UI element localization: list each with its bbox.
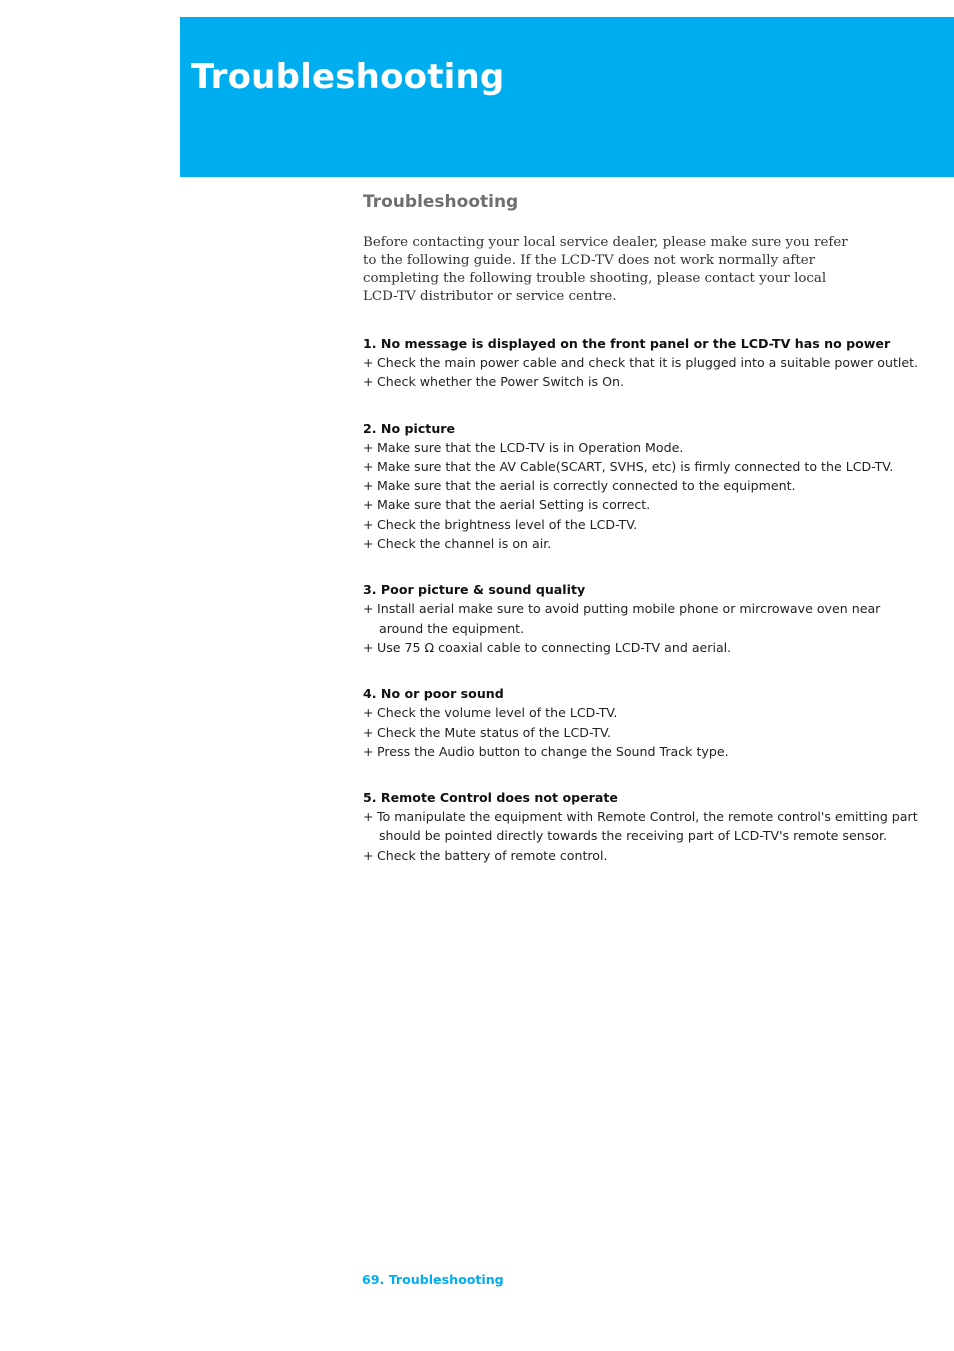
- bullet-plus: +: [363, 497, 374, 513]
- tip-item: + Check the main power cable and check that it is plugged into a suitable power outlet.: [363, 353, 923, 372]
- bullet-plus: +: [363, 705, 374, 721]
- page-footer: 69. Troubleshooting: [362, 1272, 504, 1287]
- title-banner: [180, 17, 954, 177]
- intro-paragraph: Before contacting your local service dealer, please make sure you refer to the following guide. If the LCD-TV does not work normally after completing the following trouble shooting, please contact your local LCD-TV distributor or service centre.: [363, 235, 848, 304]
- bullet-plus: +: [363, 355, 374, 370]
- tip-item: + Check the Mute status of the LCD-TV.: [363, 723, 923, 742]
- tip-item: + Make sure that the aerial is correctly connected to the equipment.: [363, 476, 923, 495]
- main-content: [363, 190, 923, 865]
- bullet-plus: +: [363, 809, 374, 825]
- issue-section: [363, 334, 923, 392]
- issue-section: [363, 419, 923, 554]
- issue-title: 2. No picture: [363, 420, 456, 436]
- tip-item: + Check the battery of remote control.: [363, 846, 923, 865]
- issue-title: 4. No or poor sound: [363, 686, 504, 702]
- bullet-plus: +: [363, 439, 374, 455]
- issue-title: 1. No message is displayed on the front panel or the LCD-TV has no power: [363, 336, 891, 351]
- bullet-plus: +: [363, 374, 374, 390]
- issue-title: 3. Poor picture & sound quality: [363, 582, 586, 598]
- tip-item: + Make sure that the LCD-TV is in Operation Mode.: [363, 438, 923, 457]
- tip-item: + Make sure that the aerial Setting is correct.: [363, 495, 923, 514]
- tip-item: + Make sure that the AV Cable(SCART, SVHS, etc) is firmly connected to the LCD-TV.: [363, 457, 923, 476]
- tip-item: + Check the channel is on air.: [363, 534, 923, 553]
- bullet-plus: +: [363, 516, 374, 532]
- tip-item: + To manipulate the equipment with Remote Control, the remote control's emitting part should be pointed directly towards the receiving part of LCD-TV's remote sensor.: [363, 809, 918, 844]
- bullet-plus: +: [363, 724, 374, 740]
- bullet-plus: +: [363, 601, 374, 617]
- issue-section: [363, 580, 923, 657]
- tip-item: + Check the brightness level of the LCD-TV.: [363, 515, 923, 534]
- tip-item: + Install aerial make sure to avoid putting mobile phone or mircrowave oven near around the equipment.: [363, 601, 881, 636]
- tip-item: + Check the volume level of the LCD-TV.: [363, 703, 923, 722]
- bullet-plus: +: [363, 743, 374, 759]
- bullet-plus: +: [363, 536, 374, 552]
- page-title: Troubleshooting: [191, 57, 505, 97]
- issue-section: [363, 684, 923, 761]
- tip-item: + Use 75 Ω coaxial cable to connecting LCD-TV and aerial.: [363, 638, 923, 657]
- tip-item: + Press the Audio button to change the Sound Track type.: [363, 742, 923, 761]
- bullet-plus: +: [363, 478, 374, 494]
- issue-section: [363, 788, 923, 865]
- bullet-plus: +: [363, 639, 374, 655]
- section-title: Troubleshooting: [363, 192, 519, 212]
- issue-title: 5. Remote Control does not operate: [363, 790, 618, 806]
- bullet-plus: +: [363, 847, 374, 863]
- bullet-plus: +: [363, 458, 374, 474]
- tip-item: + Check whether the Power Switch is On.: [363, 372, 923, 391]
